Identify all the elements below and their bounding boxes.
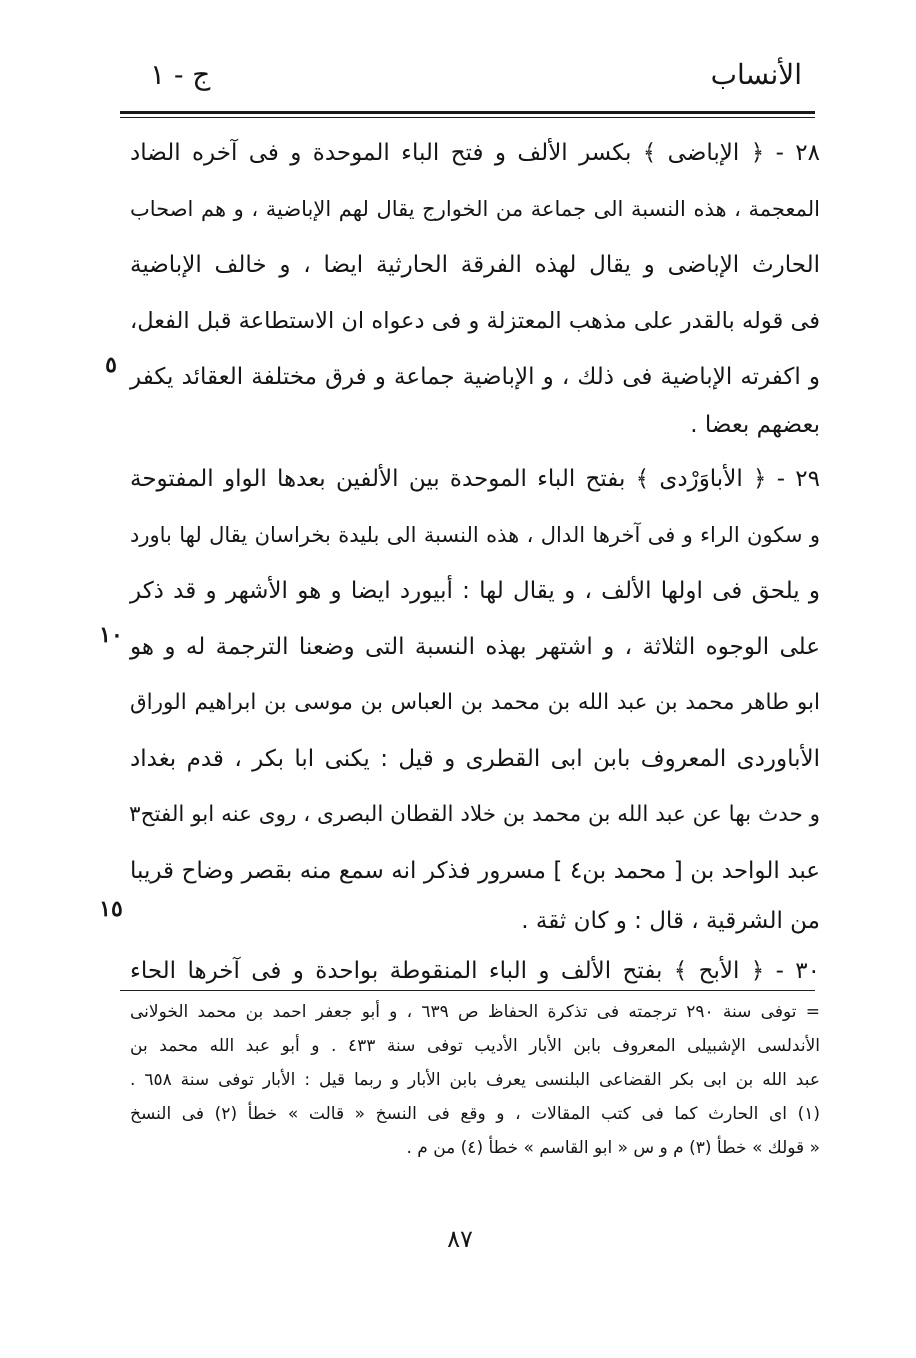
text-line: عبد الواحد بن [ محمد بن٤ ] مسرور فذكر انه سمع منه بقصر وضاح قريبا — [130, 858, 820, 884]
text-line: الأباوردى المعروف بابن ابى القطرى و قيل : يكنى ابا بكر ، قدم بغداد — [130, 746, 820, 772]
text-line: و اكفرته الإباضية فى ذلك ، و الإباضية جماعة و فرق مختلفة العقائد يكفر — [130, 364, 820, 390]
text-line: و سكون الراء و فى آخرها الدال ، هذه النسبة الى بليدة بخراسان يقال لها باورد — [130, 523, 820, 547]
footnote-line: الأندلسى الإشبيلى المعروف بابن الأبار الأديب توفى سنة ٤٣٣ . و أبو عبد الله محمد بن — [130, 1036, 820, 1056]
text-line: بعضهم بعضا . — [690, 412, 820, 438]
margin-line-number: ١٠ — [99, 622, 123, 648]
text-line: على الوجوه الثلاثة ، و اشتهر بهذه النسبة التى وضعنا الترجمة له و هو — [130, 634, 820, 660]
header-title: الأنساب — [710, 58, 802, 91]
text-line: و حدث بها عن عبد الله بن محمد بن خلاد القطان البصرى ، روى عنه ابو الفتح٣ — [129, 802, 820, 827]
text-line: ٣٠ - ﴿ الأبح ﴾ بفتح الألف و الباء المنقوطة بواحدة و فى آخرها الحاء — [130, 958, 820, 984]
footnote-line: عبد الله بن ابى بكر القضاعى البلنسى يعرف بابن الأبار و ربما قيل : الأبار توفى سنة ٦٥٨ . — [130, 1070, 820, 1090]
text-line: الحارث الإباضى و يقال لهذه الفرقة الحارثية ايضا ، و خالف الإباضية — [130, 252, 820, 278]
text-line: و يلحق فى اولها الألف ، و يقال لها : أبيورد ايضا و هو الأشهر و قد ذكر — [130, 578, 820, 604]
page-number: ٨٧ — [447, 1225, 473, 1253]
margin-line-number: ١٥ — [99, 896, 123, 922]
footnote-line: (١) اى الحارث كما فى كتب المقالات ، و وقع فى النسخ « قالت » خطأ (٢) فى النسخ — [130, 1104, 820, 1124]
header-rule-thin — [120, 117, 815, 118]
text-line: من الشرقية ، قال : و كان ثقة . — [521, 908, 820, 934]
footnote-line: « قولك » خطأ (٣) م و س « ابو القاسم » خطأ (٤) من م . — [406, 1138, 820, 1158]
footnote-line: = توفى سنة ٢٩٠ ترجمته فى تذكرة الحفاظ ص ٦٣٩ ، و أبو جعفر احمد بن محمد الخولانى — [130, 1002, 820, 1022]
margin-line-number: ٥ — [105, 352, 117, 378]
running-header — [120, 50, 810, 110]
header-volume: ج - ١ — [150, 58, 211, 91]
header-rule-thick — [120, 111, 815, 114]
text-line: المعجمة ، هذه النسبة الى جماعة من الخوارج يقال لهم الإباضية ، و هم اصحاب — [130, 197, 820, 221]
footnote-separator — [120, 990, 815, 991]
text-line: ٢٩ - ﴿ الأباوَرْدى ﴾ بفتح الباء الموحدة بين الألفين بعدها الواو المفتوحة — [130, 466, 820, 492]
text-line: ٢٨ - ﴿ الإباضى ﴾ بكسر الألف و فتح الباء الموحدة و فى آخره الضاد — [130, 140, 820, 166]
text-line: ابو طاهر محمد بن عبد الله بن محمد بن العباس بن موسى بن ابراهيم الوراق — [130, 690, 820, 715]
text-line: فى قوله بالقدر على مذهب المعتزلة و فى دعواه ان الاستطاعة قبل الفعل، — [130, 308, 820, 334]
